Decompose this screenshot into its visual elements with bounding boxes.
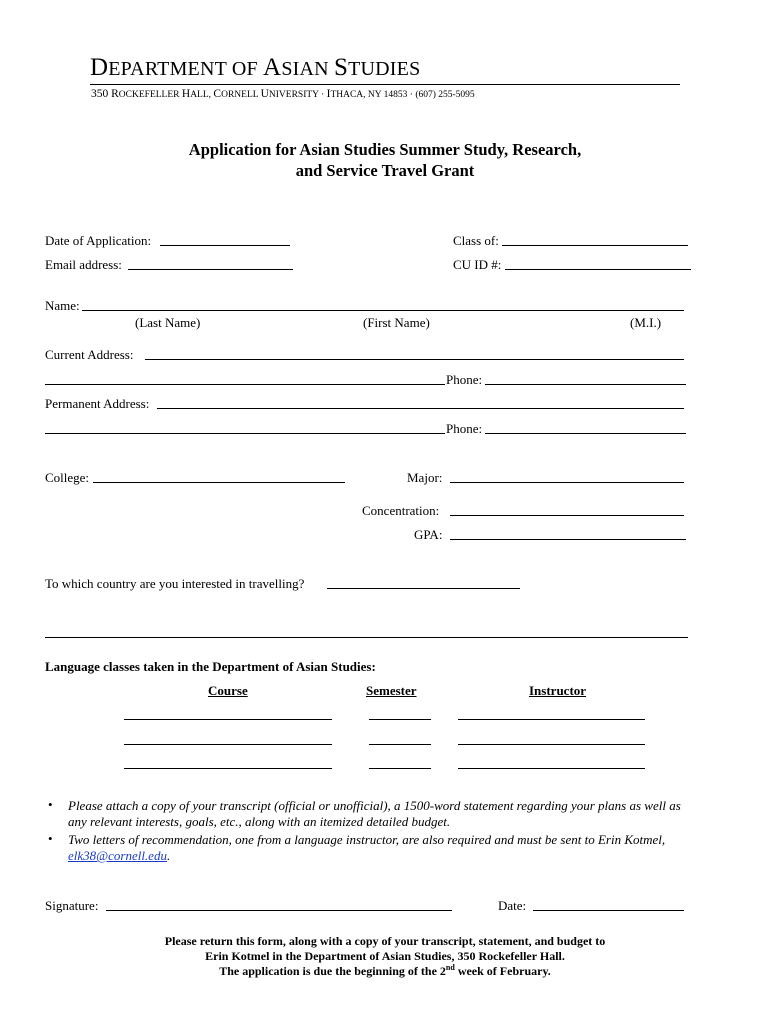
current-address-label: Current Address: — [45, 347, 134, 362]
footer-line2: Erin Kotmel in the Department of Asian Studies, 350 Rockefeller Hall. — [205, 949, 565, 963]
date-of-application-label: Date of Application: — [45, 233, 152, 248]
current-phone-label: Phone: — [446, 372, 483, 387]
permanent-phone-field[interactable] — [485, 433, 686, 434]
header-rule — [90, 84, 680, 85]
bullet-recommendation-line1: Two letters of recommendation, one from a language instructor, are also required and must be sent to Erin Kotmel, — [68, 832, 666, 847]
bullet-recommendation-line2: elk38@cornell.edu. — [68, 848, 171, 863]
email-link[interactable]: elk38@cornell.edu — [68, 848, 167, 863]
name-field[interactable] — [82, 310, 684, 311]
instructor-column-header: Instructor — [529, 683, 587, 698]
instructor-field[interactable] — [458, 744, 645, 745]
email-field[interactable] — [128, 269, 293, 270]
major-label: Major: — [407, 470, 443, 485]
bullet-icon: • — [48, 831, 53, 846]
current-address-field-1[interactable] — [145, 359, 684, 360]
last-name-caption: (Last Name) — [135, 315, 201, 330]
bullet-transcript-line2: any relevant interests, goals, etc., along with an itemized detailed budget. — [68, 814, 451, 829]
department-address: 350 ROCKEFELLER HALL, CORNELL UNIVERSITY · ITHACA, NY 14853 · (607) 255-5095 — [91, 88, 475, 100]
country-field-extra[interactable] — [45, 637, 688, 638]
semester-field[interactable] — [369, 744, 431, 745]
major-field[interactable] — [450, 482, 684, 483]
semester-field[interactable] — [369, 768, 431, 769]
date-field[interactable] — [533, 910, 684, 911]
permanent-phone-label: Phone: — [446, 421, 483, 436]
current-phone-field[interactable] — [485, 384, 686, 385]
country-label: To which country are you interested in travelling? — [45, 576, 305, 591]
college-field[interactable] — [93, 482, 345, 483]
footer-line3: The application is due the beginning of the 2nd week of February. — [219, 963, 551, 978]
instructor-field[interactable] — [458, 768, 645, 769]
permanent-address-field-2[interactable] — [45, 433, 445, 434]
footer-line1: Please return this form, along with a copy of your transcript, statement, and budget to — [164, 934, 606, 948]
instructor-field[interactable] — [458, 719, 645, 720]
cu-id-field[interactable] — [505, 269, 691, 270]
class-of-label: Class of: — [453, 233, 499, 248]
signature-field[interactable] — [106, 910, 452, 911]
semester-column-header: Semester — [366, 683, 417, 698]
department-name: DEPARTMENT OF ASIAN STUDIES — [90, 54, 421, 81]
college-label: College: — [45, 470, 90, 485]
permanent-address-label: Permanent Address: — [45, 396, 150, 411]
bullet-icon: • — [48, 797, 53, 812]
form-title-line2: and Service Travel Grant — [295, 161, 475, 180]
course-field[interactable] — [124, 768, 332, 769]
date-of-application-field[interactable] — [160, 245, 290, 246]
course-field[interactable] — [124, 719, 332, 720]
gpa-field[interactable] — [450, 539, 686, 540]
concentration-field[interactable] — [450, 515, 684, 516]
cu-id-label: CU ID #: — [453, 257, 502, 272]
course-field[interactable] — [124, 744, 332, 745]
semester-field[interactable] — [369, 719, 431, 720]
concentration-label: Concentration: — [362, 503, 440, 518]
language-classes-heading: Language classes taken in the Department of Asian Studies: — [45, 659, 376, 674]
name-label: Name: — [45, 298, 80, 313]
first-name-caption: (First Name) — [363, 315, 430, 330]
form-title-line1: Application for Asian Studies Summer Study, Research, — [188, 140, 582, 159]
email-label: Email address: — [45, 257, 122, 272]
middle-initial-caption: (M.I.) — [630, 315, 662, 330]
signature-label: Signature: — [45, 898, 99, 913]
bullet-transcript-line1: Please attach a copy of your transcript (official or unofficial), a 1500-word statement regarding your plans as well as — [68, 798, 681, 813]
current-address-field-2[interactable] — [45, 384, 445, 385]
course-column-header: Course — [208, 683, 248, 698]
date-label: Date: — [498, 898, 527, 913]
country-field[interactable] — [327, 588, 520, 589]
permanent-address-field-1[interactable] — [157, 408, 684, 409]
class-of-field[interactable] — [502, 245, 688, 246]
gpa-label: GPA: — [414, 527, 443, 542]
